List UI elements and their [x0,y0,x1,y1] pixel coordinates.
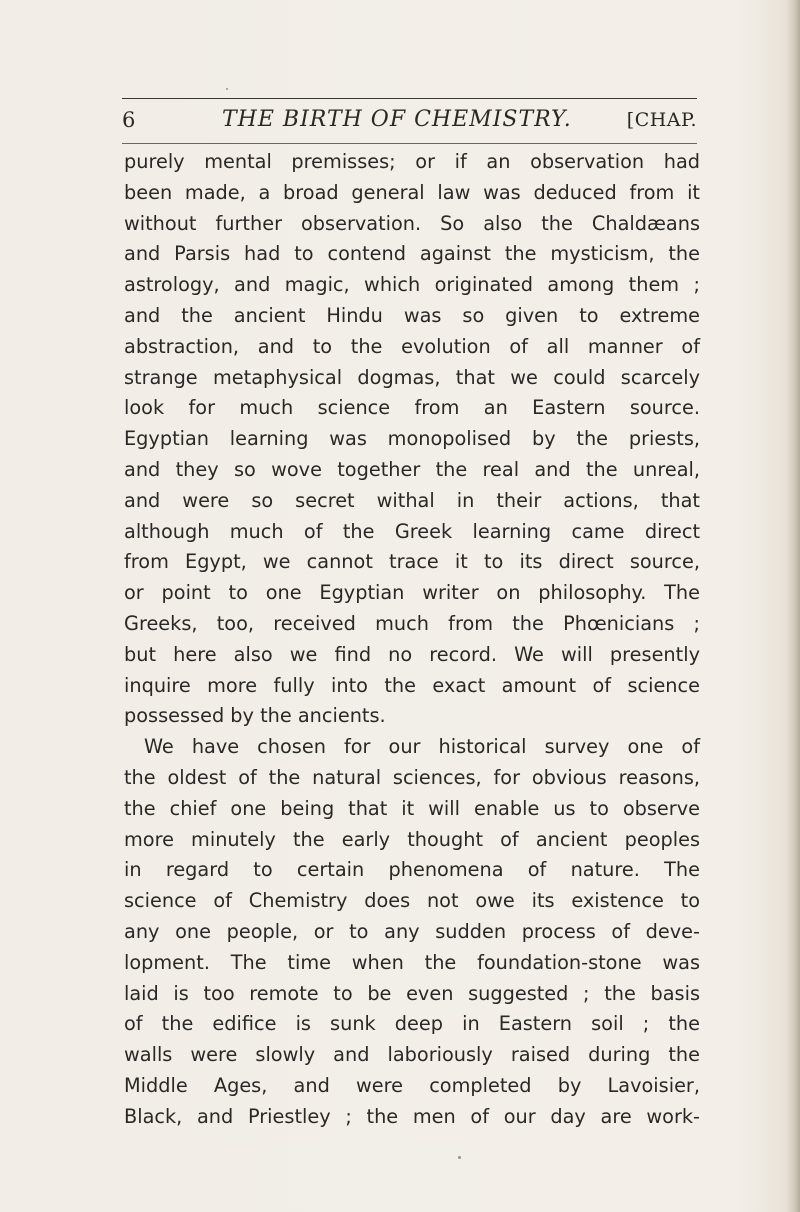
text-line: strange metaphysical dogmas, that we could scarcely [124,365,700,389]
text-line: Greeks, too, received much from the Phœnicians ; [124,611,700,635]
text-line: although much of the Greek learning came direct [124,519,700,543]
paper-speck [226,88,228,90]
text-line: without further observation. So also the Chaldæans [124,211,700,235]
text-line: the chief one being that it will enable us to observe [124,796,700,820]
text-line: inquire more fully into the exact amount of science [124,673,700,697]
text-line: Middle Ages, and were completed by Lavoisier, [124,1073,700,1097]
page-edge-shadow [786,0,800,1212]
page-number: 6 [122,108,136,132]
text-line: and were so secret withal in their actions, that [124,488,700,512]
text-line: been made, a broad general law was deduced from it [124,180,700,204]
text-line: or point to one Egyptian writer on philosophy. The [124,581,700,605]
text-line: and the ancient Hindu was so given to extreme [124,303,700,327]
text-line: We have chosen for our historical survey one of [144,735,700,759]
text-line: laid is too remote to be even suggested ; the basis [124,981,700,1005]
paper-speck [458,1156,461,1159]
text-line: and Parsis had to contend against the mysticism, the [124,242,700,266]
text-line: Black, and Priestley ; the men of our day are work- [124,1104,700,1128]
text-line: abstraction, and to the evolution of all manner of [124,334,700,358]
text-line: but here also we find no record. We will presently [124,642,700,666]
text-line: of the edifice is sunk deep in Eastern soil ; the [124,1012,700,1036]
header-rule-bottom [122,143,697,144]
chapter-label: [CHAP. [626,109,697,131]
text-line: possessed by the ancients. [124,704,386,728]
text-line: lopment. The time when the foundation-stone was [124,950,700,974]
text-line: more minutely the early thought of ancient peoples [124,827,700,851]
text-line: walls were slowly and laboriously raised during the [124,1043,700,1067]
text-line: and they so wove together the real and the unreal, [124,457,700,481]
text-line: the oldest of the natural sciences, for obvious reasons, [124,765,700,789]
text-line: look for much science from an Eastern source. [124,396,700,420]
body-text [124,147,700,1133]
text-line: purely mental premisses; or if an observation had [124,150,700,173]
running-title: THE BIRTH OF CHEMISTRY. [222,107,572,132]
text-line: Egyptian learning was monopolised by the priests, [124,427,700,451]
running-head [122,106,697,138]
text-line: in regard to certain phenomena of nature. The [124,858,700,882]
header-rule-top [122,98,697,99]
text-line: any one people, or to any sudden process of deve- [124,919,700,943]
text-line: from Egypt, we cannot trace it to its direct source, [124,550,700,574]
text-line: astrology, and magic, which originated among them ; [124,273,700,297]
text-line: science of Chemistry does not owe its existence to [124,889,700,913]
